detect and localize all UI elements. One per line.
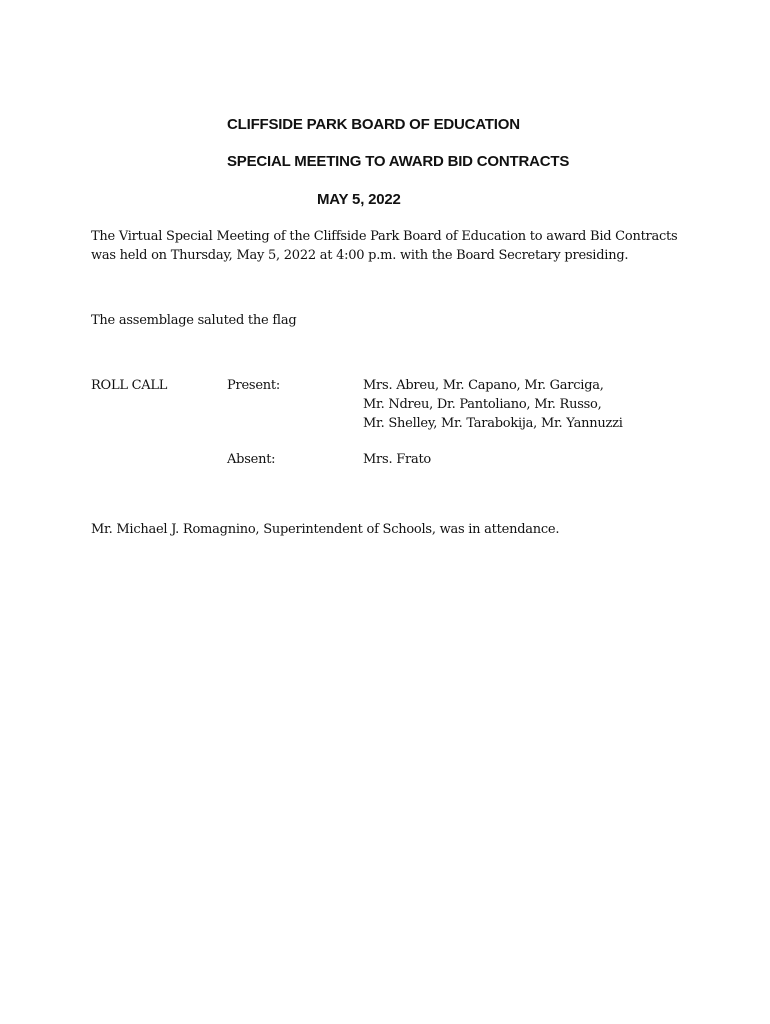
- intro-line: was held on Thursday, May 5, 2022 at 4:00 p.m. with the Board Secretary presiding.: [91, 248, 629, 263]
- present-names-line: Mrs. Abreu, Mr. Capano, Mr. Garciga,: [363, 378, 604, 393]
- intro-paragraph: [91, 227, 677, 265]
- board-title: CLIFFSIDE PARK BOARD OF EDUCATION: [227, 116, 520, 133]
- meeting-title: SPECIAL MEETING TO AWARD BID CONTRACTS: [227, 153, 570, 170]
- attendance-text: Mr. Michael J. Romagnino, Superintendent of Schools, was in attendance.: [91, 522, 560, 537]
- present-names: [363, 376, 623, 433]
- present-label: Present:: [227, 378, 280, 393]
- present-names-line: Mr. Shelley, Mr. Tarabokija, Mr. Yannuzzi: [363, 416, 623, 431]
- meeting-date: MAY 5, 2022: [317, 191, 401, 208]
- absent-names: Mrs. Frato: [363, 452, 431, 467]
- flag-salute-text: The assemblage saluted the flag: [91, 313, 297, 328]
- roll-call-label: ROLL CALL: [91, 378, 168, 393]
- intro-line: The Virtual Special Meeting of the Cliffside Park Board of Education to award Bid Contracts: [91, 229, 678, 244]
- present-names-line: Mr. Ndreu, Dr. Pantoliano, Mr. Russo,: [363, 397, 602, 412]
- absent-label: Absent:: [227, 452, 276, 467]
